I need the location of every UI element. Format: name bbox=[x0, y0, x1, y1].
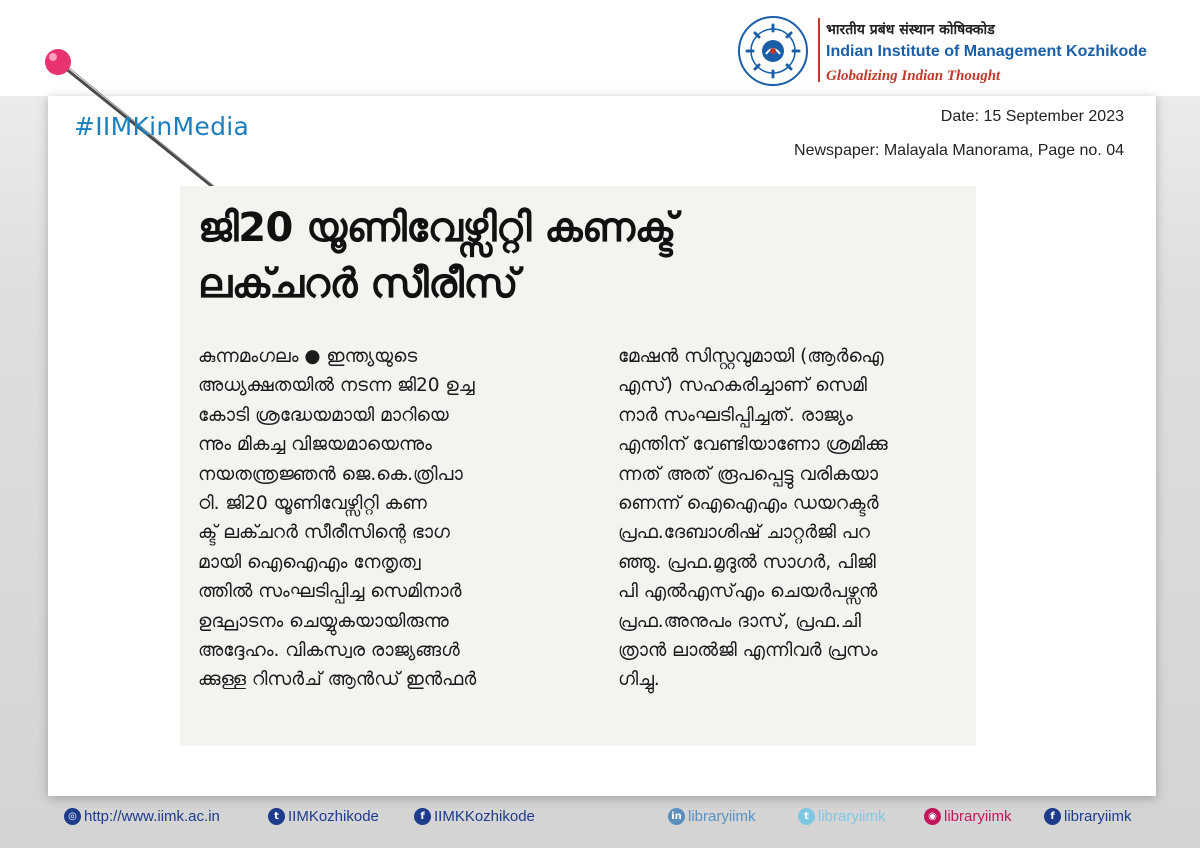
article-line: ക്കുള്ള റിസർച് ആൻഡ് ഇൻഫർ bbox=[198, 669, 477, 691]
article-line: അധ്യക്ഷതയിൽ നടന്ന ജി20 ഉച്ച bbox=[198, 375, 475, 397]
twitter-icon: t bbox=[798, 808, 815, 825]
website-link-label: http://www.iimk.ac.in bbox=[84, 808, 220, 825]
iimk-seal-logo bbox=[736, 14, 810, 88]
twitter-icon: t bbox=[268, 808, 285, 825]
twitter-main-link[interactable] bbox=[268, 808, 379, 825]
instagram-library-label: libraryiimk bbox=[944, 808, 1012, 825]
article-line: ന്നും മികച്ച വിജയമായെന്നും bbox=[198, 434, 432, 456]
article-line: മേഷൻ സിസ്റ്റവുമായി (ആർഐ bbox=[618, 346, 884, 367]
article-line: പ്രഫ.ദേബാശിഷ് ചാറ്റർജി പറ bbox=[618, 522, 870, 544]
article-line: ണെന്ന് ഐഐഎം ഡയറക്ടർ bbox=[618, 493, 879, 515]
article-line: ഞ്ഞു. പ്രഫ.മൃദുൽ സാഗർ, പിജി bbox=[618, 551, 876, 573]
globe-icon: ◎ bbox=[64, 808, 81, 825]
headline-line-2: ലക്ചറർ സീരീസ് bbox=[198, 261, 518, 307]
linkedin-library-link[interactable] bbox=[668, 808, 756, 825]
article-column-right bbox=[618, 342, 958, 695]
logo-divider bbox=[818, 18, 820, 82]
facebook-main-label: IIMKKozhikode bbox=[434, 808, 535, 825]
article-line: പ്രഫ.അനുപം ദാസ്, പ്രഫ.ചി bbox=[618, 610, 861, 632]
linkedin-icon: in bbox=[668, 808, 685, 825]
article-line: മായി ഐഐഎം നേതൃത്വ bbox=[198, 551, 421, 573]
article-line: ഗിച്ചു. bbox=[618, 669, 660, 691]
article-line: എസ്) സഹകരിച്ചാണ് സെമി bbox=[618, 375, 867, 397]
facebook-icon: f bbox=[1044, 808, 1061, 825]
article-line: പി എൽഎസ്എം ചെയർപഴ്സൻ bbox=[618, 581, 878, 603]
facebook-icon: f bbox=[414, 808, 431, 825]
article-line: എന്തിന് വേണ്ടിയാണോ ശ്രമിക്കു bbox=[618, 434, 888, 456]
headline-line-1: ജി20 യൂണിവേഴ്സിറ്റി കണക്ട് bbox=[198, 205, 676, 251]
institute-tagline: Globalizing Indian Thought bbox=[826, 68, 1001, 84]
article-line: ഠി. ജി20 യൂണിവേഴ്സിറ്റി കണ bbox=[198, 493, 427, 515]
footer-links bbox=[0, 804, 1200, 832]
article-line: ന്നത് അത് രൂപപ്പെട്ടു വരികയാ bbox=[618, 463, 879, 485]
facebook-library-link[interactable] bbox=[1044, 808, 1132, 825]
article-line: നാർ സംഘടിപ്പിച്ചത്. രാജ്യം bbox=[618, 404, 853, 426]
hashtag-title: #IIMKinMedia bbox=[74, 112, 250, 141]
article-line: ഉദ്ഘാടനം ചെയ്യുകയായിരുന്നു bbox=[198, 610, 449, 632]
institute-name-hindi: भारतीय प्रबंध संस्थान कोषिक्कोड bbox=[826, 22, 995, 38]
article-line: കോടി ശ്രദ്ധേയമായി മാറിയെ bbox=[198, 404, 449, 426]
article-column-left bbox=[198, 342, 588, 695]
article-line: നയതന്ത്രജ്ഞൻ ജെ.കെ.ത്രിപാ bbox=[198, 463, 463, 485]
article-headline bbox=[198, 200, 968, 312]
website-link[interactable] bbox=[64, 808, 220, 825]
newspaper-info: Newspaper: Malayala Manorama, Page no. 04 bbox=[794, 142, 1124, 159]
article-line: അദ്ദേഹം. വികസ്വര രാജ്യങ്ങൾ bbox=[198, 640, 460, 662]
linkedin-library-label: libraryiimk bbox=[688, 808, 756, 825]
article-line: ക്ട് ലക്ചറർ സീരീസിന്റെ ഭാഗ bbox=[198, 522, 450, 544]
article-line: കുന്നമംഗലം ● ഇന്ത്യയുടെ bbox=[198, 346, 418, 367]
instagram-library-link[interactable] bbox=[924, 808, 1012, 825]
twitter-library-link[interactable] bbox=[798, 808, 886, 825]
article-line: ത്രാൻ ലാൽജി എന്നിവർ പ്രസം bbox=[618, 640, 878, 662]
institute-name-english: Indian Institute of Management Kozhikode bbox=[826, 43, 1147, 60]
publication-date: Date: 15 September 2023 bbox=[940, 108, 1124, 125]
twitter-main-label: IIMKozhikode bbox=[288, 808, 379, 825]
facebook-main-link[interactable] bbox=[414, 808, 535, 825]
instagram-icon: ◉ bbox=[924, 808, 941, 825]
article-line: ത്തിൽ സംഘടിപ്പിച്ച സെമിനാർ bbox=[198, 581, 462, 603]
twitter-library-label: libraryiimk bbox=[818, 808, 886, 825]
iimk-logo-block bbox=[736, 14, 1156, 94]
facebook-library-label: libraryiimk bbox=[1064, 808, 1132, 825]
